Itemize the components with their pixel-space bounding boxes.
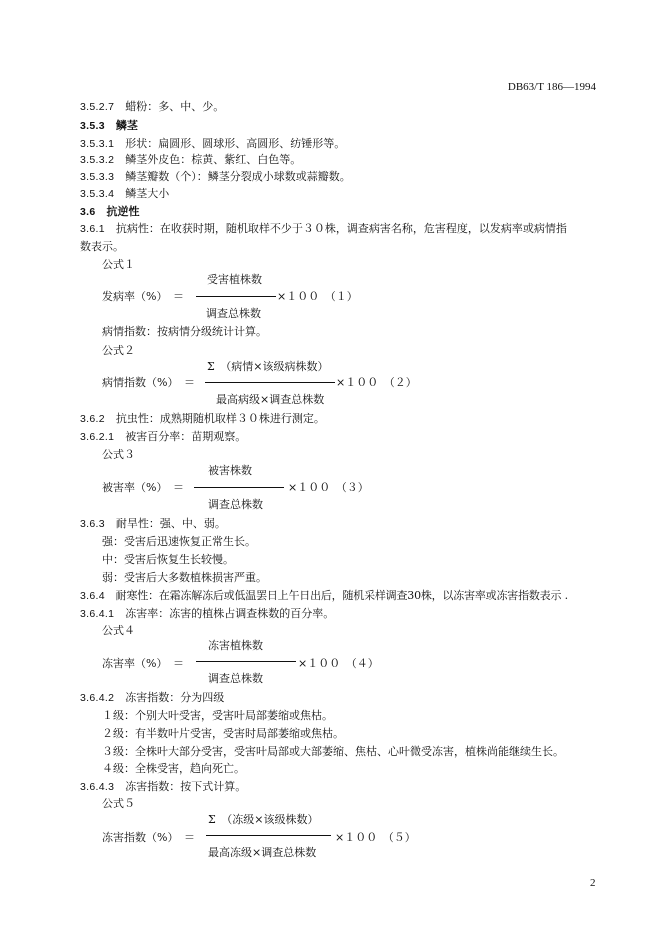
formula-label: 冻害率（%） ＝: [102, 657, 184, 670]
list-item: [80, 100, 224, 114]
section-heading: [80, 119, 138, 133]
section-number: 3.5.3: [80, 120, 105, 132]
section-number: 3.6.3: [80, 518, 105, 530]
section-number: 3.6.2.1: [80, 431, 115, 443]
list-item: ４级：全株受害，趋向死亡。: [102, 762, 245, 775]
fraction-line: [196, 296, 276, 297]
list-item: [80, 589, 568, 603]
formula-label: 被害率（%） ＝: [102, 481, 184, 494]
formula-suffix: ×１００ （１）: [277, 290, 358, 303]
line-text: 病情指数：按病情分级统计计算。: [102, 325, 267, 338]
section-number: 3.6.1: [80, 223, 105, 235]
list-item: [80, 137, 345, 151]
formula-denominator: 调查总株数: [208, 498, 263, 511]
document-code: DB63/T 186—1994: [507, 81, 596, 93]
formula-suffix: ×１００ （４）: [298, 657, 379, 670]
formula-denominator: 调查总株数: [208, 672, 263, 685]
line-text: 冻害指数：按下式计算。: [125, 780, 247, 793]
formula-denominator: 最高冻级×调查总株数: [208, 846, 317, 859]
line-text: 冻害指数：分为四级: [125, 691, 225, 704]
section-number: 3.6.2: [80, 413, 105, 425]
line-text: 抗虫性：成熟期随机取样３０株进行测定。: [115, 412, 325, 425]
formula-caption: 公式２: [102, 344, 135, 357]
line-text: 鳞茎大小: [125, 187, 170, 200]
list-item: １级：个别大叶受害，受害叶局部萎缩或焦枯。: [102, 709, 333, 722]
line-text: 弱：受害后大多数植株损害严重。: [102, 571, 267, 584]
line-text: 冻害率：冻害的植株占调查株数的百分率。: [125, 607, 335, 620]
formula-numerator: Σ （病情×该级病株数）: [207, 360, 329, 373]
fraction-line: [205, 382, 335, 383]
list-item: [80, 222, 567, 236]
formula-label: 病情指数（%） ＝: [102, 376, 195, 389]
section-number: 3.5.3.3: [80, 171, 115, 183]
list-item: [80, 780, 246, 794]
formula-denominator: 最高病级×调查总株数: [216, 393, 325, 406]
list-item: [80, 170, 351, 184]
section-number: 3.6.4.2: [80, 692, 115, 704]
list-item: ３级：全株叶大部分受害，受害叶局部或大部萎缩、焦枯、心叶微受冻害，植株尚能继续生长。: [102, 745, 564, 758]
line-text: 耐旱性：强、中、弱。: [115, 517, 226, 530]
line-text: 中：受害后恢复生长较慢。: [102, 553, 234, 566]
formula-caption: 公式１: [102, 258, 135, 271]
fraction-line: [196, 661, 296, 662]
list-item: [80, 412, 325, 426]
section-number: 3.6.4.1: [80, 608, 115, 620]
line-text: 鳞茎瓣数（个）：鳞茎分裂成小球数或蒜瓣数。: [125, 170, 351, 183]
line-text: 数表示。: [80, 240, 124, 253]
formula-label: 冻害指数（%） ＝: [102, 831, 195, 844]
fraction-line: [194, 487, 284, 488]
page-number: 2: [590, 877, 596, 889]
list-item: ２级：有半数叶片受害，受害时局部萎缩或焦枯。: [102, 727, 344, 740]
section-number: 3.6: [80, 206, 96, 218]
formula-numerator: 被害株数: [208, 464, 252, 477]
formula-denominator: 调查总株数: [206, 307, 261, 320]
list-item: [80, 187, 169, 201]
line-text: 鳞茎: [115, 119, 138, 132]
formula-suffix: ×１００ （５）: [335, 831, 416, 844]
section-heading: [80, 205, 140, 219]
formula-caption: 公式４: [102, 624, 135, 637]
list-item: [80, 517, 226, 531]
list-item: [80, 153, 301, 167]
formula-label: 发病率（%） ＝: [102, 290, 184, 303]
section-number: 3.5.3.1: [80, 138, 115, 150]
formula-suffix: ×１００ （２）: [336, 376, 417, 389]
section-number: 3.5.3.2: [80, 154, 115, 166]
section-number: 3.5.2.7: [80, 101, 115, 113]
formula-caption: 公式３: [102, 448, 135, 461]
section-number: 3.5.3.4: [80, 188, 115, 200]
line-text: 蜡粉：多、中、少。: [125, 100, 225, 113]
formula-numerator: 冻害植株数: [208, 639, 263, 652]
list-item: [80, 430, 246, 444]
formula-caption: 公式５: [102, 797, 135, 810]
line-text: 鳞茎外皮色：棕黄、紫红、白色等。: [125, 153, 302, 166]
list-item: [80, 691, 224, 705]
formula-suffix: ×１００ （３）: [288, 481, 369, 494]
formula-numerator: Σ （冻级×该级株数）: [208, 813, 319, 826]
line-text: 耐寒性：在霜冻解冻后或低温罢日上午日出后，随机采样调查30株，以冻害率或冻害指数表示 .: [115, 589, 568, 602]
formula-numerator: 受害植株数: [207, 273, 262, 286]
section-number: 3.6.4: [80, 590, 105, 602]
section-number: 3.6.4.3: [80, 781, 115, 793]
line-text: 被害百分率：苗期观察。: [125, 430, 247, 443]
line-text: 强：受害后迅速恢复正常生长。: [102, 535, 256, 548]
list-item: [80, 607, 334, 621]
fraction-line: [206, 835, 331, 836]
line-text: 抗逆性: [106, 205, 140, 218]
line-text: 抗病性：在收获时期，随机取样不少于３０株，调查病害名称，危害程度，以发病率或病情指: [115, 222, 567, 235]
line-text: 形状：扁圆形、圆球形、高圆形、纺锤形等。: [125, 137, 346, 150]
